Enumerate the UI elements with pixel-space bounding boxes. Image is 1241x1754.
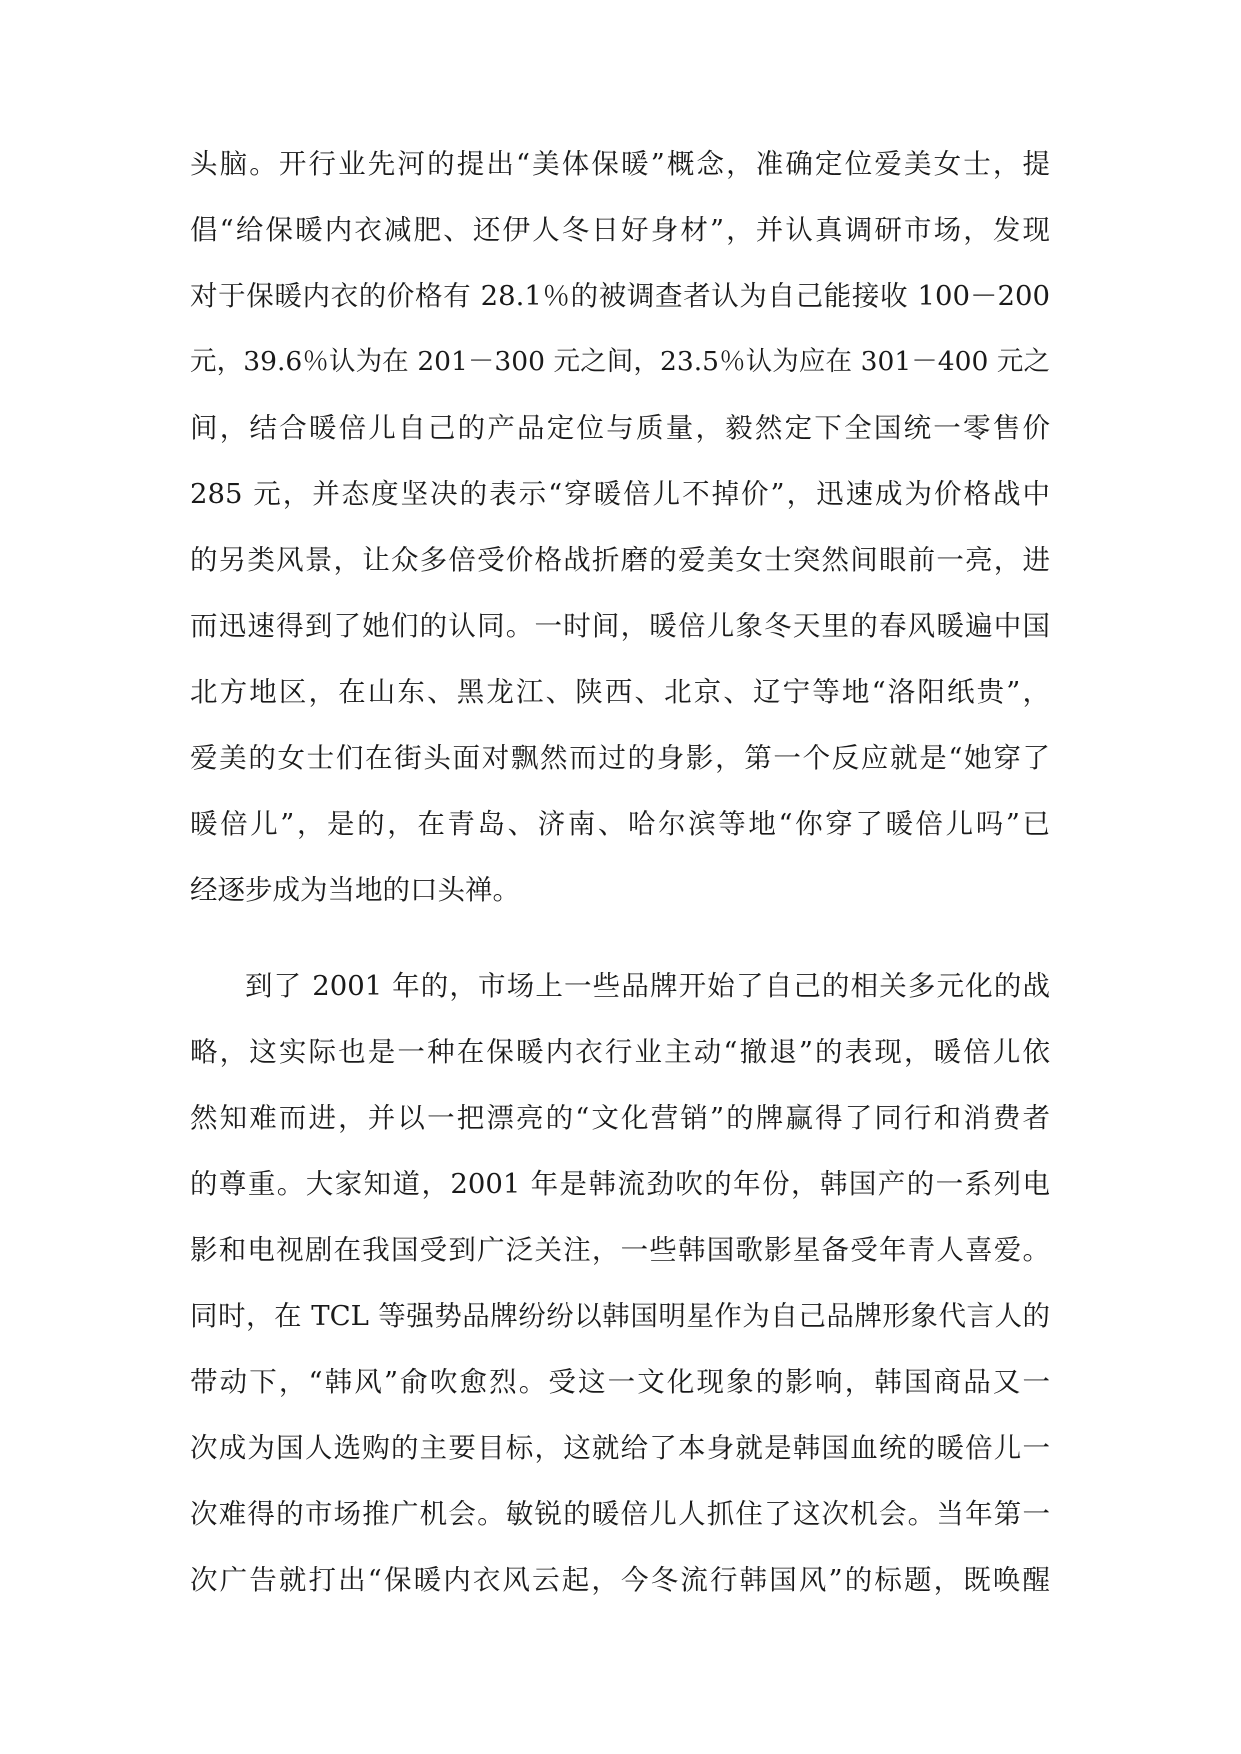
- text-line: 元，39.6％认为在 201－300 元之间，23.5％认为应在 301－400 元之: [190, 346, 1050, 377]
- text-line: 爱美的女士们在街头面对飘然而过的身影，第一个反应就是“她穿了: [190, 742, 1050, 774]
- text-line: 285 元，并态度坚决的表示“穿暖倍儿不掉价”，迅速成为价格战中: [190, 478, 1050, 510]
- text-line: 到了 2001 年的，市场上一些品牌开始了自己的相关多元化的战: [245, 970, 1050, 1002]
- text-line: 次广告就打出“保暖内衣风云起，今冬流行韩国风”的标题，既唤醒: [190, 1564, 1050, 1596]
- text-line: 对于保暖内衣的价格有 28.1％的被调查者认为自己能接收 100－200: [190, 280, 1050, 312]
- text-line: 次成为国人选购的主要目标，这就给了本身就是韩国血统的暖倍儿一: [190, 1432, 1050, 1464]
- text-line: 倡“给保暖内衣减肥、还伊人冬日好身材”，并认真调研市场，发现: [190, 214, 1050, 246]
- text-line: 然知难而进，并以一把漂亮的“文化营销”的牌赢得了同行和消费者: [190, 1102, 1050, 1134]
- text-line: 经逐步成为当地的口头禅。: [190, 874, 520, 906]
- text-line: 间，结合暖倍儿自己的产品定位与质量，毅然定下全国统一零售价: [190, 412, 1050, 444]
- text-line: 次难得的市场推广机会。敏锐的暖倍儿人抓住了这次机会。当年第一: [190, 1498, 1050, 1530]
- text-line: 暖倍儿”，是的，在青岛、济南、哈尔滨等地“你穿了暖倍儿吗”已: [190, 808, 1050, 840]
- text-line: 的另类风景，让众多倍受价格战折磨的爱美女士突然间眼前一亮，进: [190, 544, 1050, 576]
- text-line: 同时，在 TCL 等强势品牌纷纷以韩国明星作为自己品牌形象代言人的: [190, 1300, 1050, 1332]
- text-line: 而迅速得到了她们的认同。一时间，暖倍儿象冬天里的春风暖遍中国: [190, 610, 1050, 642]
- text-line: 头脑。开行业先河的提出“美体保暖”概念，准确定位爱美女士，提: [190, 148, 1050, 180]
- text-line: 的尊重。大家知道，2001 年是韩流劲吹的年份，韩国产的一系列电: [190, 1168, 1050, 1200]
- text-line: 北方地区，在山东、黑龙江、陕西、北京、辽宁等地“洛阳纸贵”，: [190, 676, 1050, 708]
- text-line: 带动下，“韩风”俞吹愈烈。受这一文化现象的影响，韩国商品又一: [190, 1366, 1050, 1398]
- text-line: 略，这实际也是一种在保暖内衣行业主动“撤退”的表现，暖倍儿依: [190, 1036, 1050, 1068]
- text-line: 影和电视剧在我国受到广泛关注，一些韩国歌影星备受年青人喜爱。: [190, 1234, 1050, 1266]
